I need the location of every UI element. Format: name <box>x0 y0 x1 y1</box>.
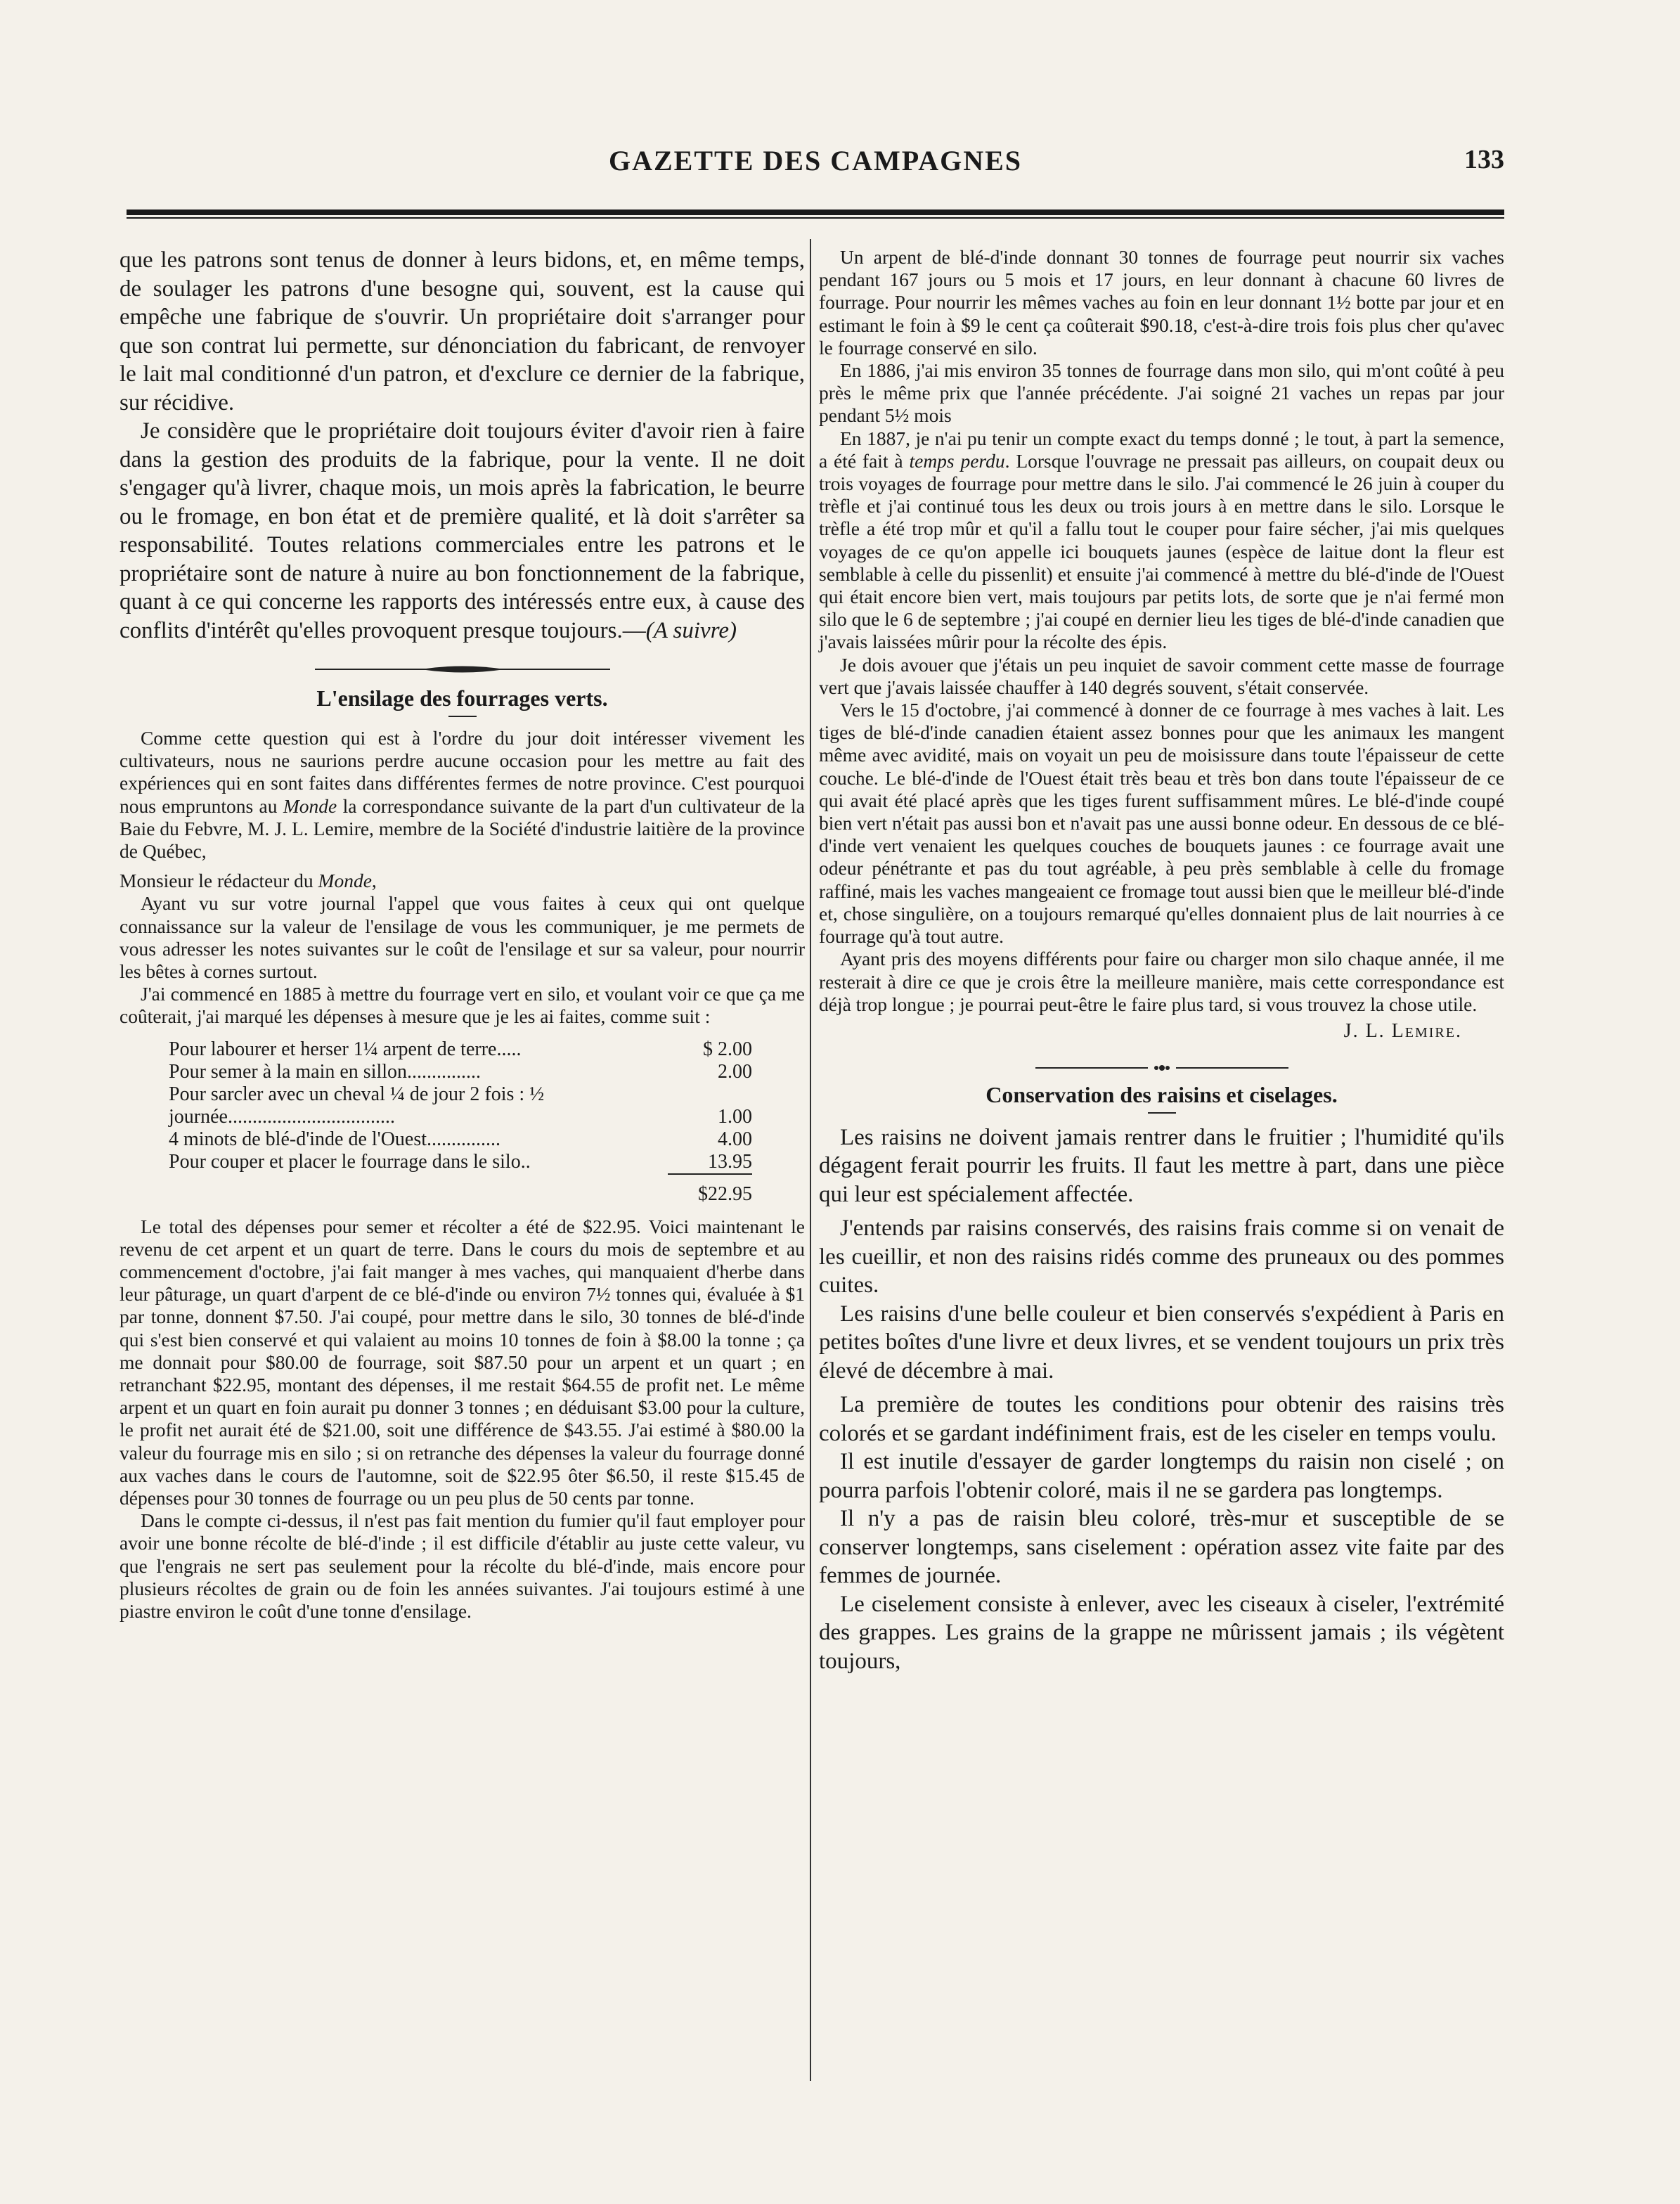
right-paragraph-6: Ayant pris des moyens différents pour faire ou charger mon silo chaque année, il me resterait à dire ce que je crois être la meilleure manière, mais cette correspondance est déjà trop longue ; je pourrai peut-être le faire plus tard, si vous trouvez la chose utile. <box>819 948 1504 1015</box>
left-column <box>119 246 805 1623</box>
expense-row <box>169 1083 752 1128</box>
expense-label: 4 minots de blé-d'inde de l'Ouest............... <box>169 1128 501 1150</box>
left-paragraph-1: que les patrons sont tenus de donner à leurs bidons, et, en même temps, de soulager les patrons d'une besogne qui, souvent, est la cause qui empêche une fabrique de s'ouvrir. Un propriétaire doit s'arranger pour que son contrat lui permette, sur dénonciation du fabricant, de renvoyer le lait mal conditionné d'un patron, et d'exclure ce dernier de la fabrique, sur récidive. <box>119 247 805 415</box>
expense-row <box>169 1061 752 1083</box>
section-divider-ornament <box>315 660 610 678</box>
left-paragraph-2 <box>119 417 805 645</box>
right-paragraph-3-a: En 1887, je n'ai pu tenir un compte exact du temps donné ; le tout, à part la semence, a été fait à <box>819 427 1504 472</box>
expense-label: Pour sarcler avec un cheval ¼ de jour 2 fois : ½ journée.................................. <box>169 1083 545 1128</box>
letter-signature: J. L. Lemire. <box>1343 1019 1462 1042</box>
section-divider-ornament <box>1035 1061 1288 1075</box>
expense-row <box>169 1151 752 1174</box>
salutation <box>119 870 805 892</box>
section-title-ensilage: L'ensilage des fourrages verts. <box>316 685 608 711</box>
letter-paragraph-1: Ayant vu sur votre journal l'appel que vous faites à ceux qui ont quelque connaissance sur la valeur de l'ensilage de vous les communiquer, je me permets de vous adresser les notes suivantes sur le coût de l'ensilage et sur sa valeur, pour nourrir les bêtes à cornes surtout. <box>119 892 805 983</box>
right-paragraph-3 <box>819 427 1504 654</box>
right-paragraph-3-emphasis: temps perdu <box>909 449 1005 472</box>
right-paragraph-3-b: . Lorsque l'ouvrage ne pressait pas ailleurs, on coupait deux ou trois voyages de fourrage pour mettre dans le silo. J'ai commencé le 26 juin à couper du trèfle et j'ai continué tous les deux ou trois jours à en mettre dans le silo. Lorsque le trèfle a été trop mûr et qu'il a fallu tout le couper pour faire sécher, j'ai mis quelques voyages de ce qu'on appelle ici bouquets jaunes (espèce de laitue dont la fleur est semblable à celle du pissenlit) et ensuite j'ai commencé à mettre du blé-d'inde de l'Ouest qui était encore bien vert, mais toujours par petits lots, de sorte que je n'ai fermé mon silo que le 6 de septembre ; j'ai coupé en dernier lieu les tiges de blé-d'inde canadien que j'avais laissées mûrir pour la récolte des épis. <box>819 449 1504 653</box>
expense-label: Pour labourer et herser 1¼ arpent de terre..... <box>169 1038 522 1060</box>
raisins-paragraph-6: Il n'y a pas de raisin bleu coloré, très-mur et susceptible de se conserver longtemps, sans ciselement : opération assez vite faite par des femmes de journée. <box>819 1506 1504 1589</box>
right-paragraph-2: En 1886, j'ai mis environ 35 tonnes de fourrage dans mon silo, qui m'ont coûté à peu près le même prix que l'année précédente. J'ai soigné 21 vaches un repas par jour pendant 5½ mois <box>819 359 1504 427</box>
left-paragraph-2-text: Je considère que le propriétaire doit toujours éviter d'avoir rien à faire dans la gestion des produits de la fabrique, pour la vente. Il ne doit s'engager qu'à livrer, chaque mois, un mois après la fabrication, le beurre ou le fromage, en bon état et de première qualité, et là doit s'arrêter sa responsabilité. Toutes relations commerciales entre les patrons et le propriétaire sont de nature à nuire au bon fonctionnement de la fabrique, quant à ce qui concerne les rapports des intéressés entre eux, à cause des conflits d'intérêt qu'elles provoquent presque toujours.— <box>119 418 805 643</box>
expense-total: $22.95 <box>668 1174 752 1206</box>
column-divider <box>810 239 811 2081</box>
expense-amount: 13.95 <box>708 1150 752 1173</box>
expense-amount: 4.00 <box>718 1128 752 1150</box>
header-thin-rule <box>127 217 1504 219</box>
header-thick-rule <box>127 210 1504 215</box>
expense-total-row <box>169 1174 752 1206</box>
salutation-a: Monsieur le rédacteur du <box>119 870 318 892</box>
intro-paragraph <box>119 727 805 863</box>
raisins-paragraph-7: Le ciselement consiste à enlever, avec les ciseaux à ciseler, l'extrémité des grappes. Les grains de la grappe ne mûrissent jamais ; ils végètent toujours, <box>819 1591 1504 1674</box>
intro-journal-name: Monde <box>283 794 337 817</box>
expense-row <box>169 1038 752 1061</box>
expenses-table <box>169 1038 752 1206</box>
expense-label: Pour semer à la main en sillon............... <box>169 1060 482 1083</box>
expense-label: Pour couper et placer le fourrage dans le silo.. <box>169 1150 531 1173</box>
title-underline <box>1148 1112 1176 1114</box>
expense-row <box>169 1128 752 1151</box>
letter-paragraph-3: Le total des dépenses pour semer et récolter a été de $22.95. Voici maintenant le revenu de cet arpent et un quart de terre. Dans le cours du mois de septembre et au commencement d'octobre, j'ai fait manger à mes vaches, qui manquaient d'herbe dans leur pâturage, un quart d'arpent de ce blé-d'inde ou environ 7½ tonnes qui, évaluée à $1 par tonne, donnent $7.50. J'ai coupé, pour mettre dans le silo, 30 tonnes de blé-d'inde qui s'est bien conservé et qui valaient au moins 10 tonnes de foin à $8.00 la tonne ; ça me donnait pour $80.00 de fourrage, soit $87.50 pour un arpent et un quart ; en retranchant $22.95, montant des dépenses, il me restait $64.55 de profit net. Le même arpent et un quart en foin aurait pu donner 3 tonnes ; en déduisant $3.00 pour la culture, le profit net aurait été de $21.00, soit une différence de $43.55. J'ai estimé à $80.00 la valeur du fourrage mis en silo ; si on retranche des dépenses la valeur du fourrage donné aux vaches dans le cours de l'automne, soit de $22.95 ôter $6.50, il reste $15.45 de dépenses pour 30 tonnes de fourrage ou un peu plus de 50 cents par tonne. <box>119 1215 805 1509</box>
raisins-paragraph-1: Les raisins ne doivent jamais rentrer dans le fruitier ; l'humidité qu'ils dégagent ferait pourrir les fruits. Il faut les mettre à part, dans une pièce qui leur est spécialement affectée. <box>819 1124 1504 1207</box>
right-column <box>819 246 1504 1675</box>
right-paragraph-1: Un arpent de blé-d'inde donnant 30 tonnes de fourrage peut nourrir six vaches pendant 167 jours ou 5 mois et 17 jours, en leur donnant à chacune 60 livres de fourrage. Pour nourrir les mêmes vaches au foin en leur donnant 1½ botte par jour et en estimant le foin à $9 le cent ça coûterait $90.18, c'est-à-dire trois fois plus cher qu'avec le fourrage conservé en silo. <box>819 246 1504 359</box>
raisins-paragraph-3: Les raisins d'une belle couleur et bien conservés s'expédient à Paris en petites boîtes d'une livre et deux livres, et se vendent toujours un prix très élevé de décembre à mai. <box>819 1301 1504 1384</box>
page-number: 133 <box>1464 145 1504 174</box>
section-title-raisins: Conservation des raisins et ciselages. <box>986 1081 1338 1107</box>
raisins-paragraph-4: La première de toutes les conditions pour obtenir des raisins très colorés et se gardant indéfiniment frais, est de les ciseler en temps voulu. <box>819 1392 1504 1446</box>
title-underline <box>448 716 477 717</box>
expense-amount: 2.00 <box>718 1060 752 1083</box>
raisins-paragraph-2: J'entends par raisins conservés, des raisins frais comme si on venait de les cueillir, et non des raisins ridés comme des pruneaux ou des pommes cuites. <box>819 1216 1504 1298</box>
salutation-journal-name: Monde <box>318 870 372 892</box>
running-title: GAZETTE DES CAMPAGNES <box>608 145 1022 176</box>
intro-text-b: la correspondance suivante de la part d'un cultivateur de la Baie du Febvre, M. J. L. Lemire, membre de la Société d'industrie laitière de la province de Québec, <box>119 794 805 863</box>
letter-paragraph-2: J'ai commencé en 1885 à mettre du fourrage vert en silo, et voulant voir ce que ça me coûterait, j'ai marqué les dépenses à mesure que je les ai faites, comme suit : <box>119 983 805 1028</box>
expense-amount: 1.00 <box>718 1105 752 1128</box>
intro-text-a: Comme cette question qui est à l'ordre du jour doit intéresser vivement les cultivateurs, nous ne saurions perdre aucune occasion pour les mettre au fait des expériences qui en sont faites dans différentes fermes de notre province. C'est pourquoi nous empruntons au <box>119 727 805 817</box>
salutation-b: , <box>371 870 377 892</box>
running-head <box>127 144 1504 186</box>
right-paragraph-4: Je dois avouer que j'étais un peu inquiet de savoir comment cette masse de fourrage vert que j'avais laissée chauffer à 140 degrés souvent, s'était conservée. <box>819 653 1504 698</box>
letter-paragraph-4: Dans le compte ci-dessus, il n'est pas fait mention du fumier qu'il faut employer pour avoir une bonne récolte de blé-d'inde ; il est difficile d'établir au juste cette valeur, vu que l'engrais ne sert pas seulement pour la récolte du blé-d'inde, mais encore pour plusieurs récoltes de grain ou de foin les années suivantes. J'ai toujours estimé à une piastre environ le coût d'une tonne d'ensilage. <box>119 1509 805 1623</box>
raisins-paragraph-5: Il est inutile d'essayer de garder longtemps du raisin non ciselé ; on pourra parfois l'obtenir coloré, mais il ne se gardera pas longtemps. <box>819 1449 1504 1503</box>
right-paragraph-5: Vers le 15 d'octobre, j'ai commencé à donner de ce fourrage à mes vaches à lait. Les tiges de blé-d'inde canadien étaient assez bonnes pour que les animaux les mangent même avec avidité, mais on voyait un peu de moisissure dans toute l'épaisseur de cette couche. Le blé-d'inde de l'Ouest était très beau et très bon dans toute l'épaisseur de ce qui avait été placé après que les tiges furent suffisamment mûres. Le blé-d'inde coupé bien vert n'était pas aussi bon et n'avait pas une aussi bonne odeur. En dessous de ce blé-d'inde vert venaient les quelques couches de bouquets jaunes : ce fourrage avait une odeur pénétrante et pas du tout agréable, à peu près semblable à celle du fromage raffiné, mais les vaches mangeaient ce fromage tout aussi bien que le meilleur blé-d'inde et, chose singulière, on a toujours remarqué qu'elles donnaient plus de lait nourries à ce fourrage qu'à tout autre. <box>819 699 1504 948</box>
to-be-continued: (A suivre) <box>645 617 737 643</box>
expense-amount: $ 2.00 <box>703 1038 752 1060</box>
